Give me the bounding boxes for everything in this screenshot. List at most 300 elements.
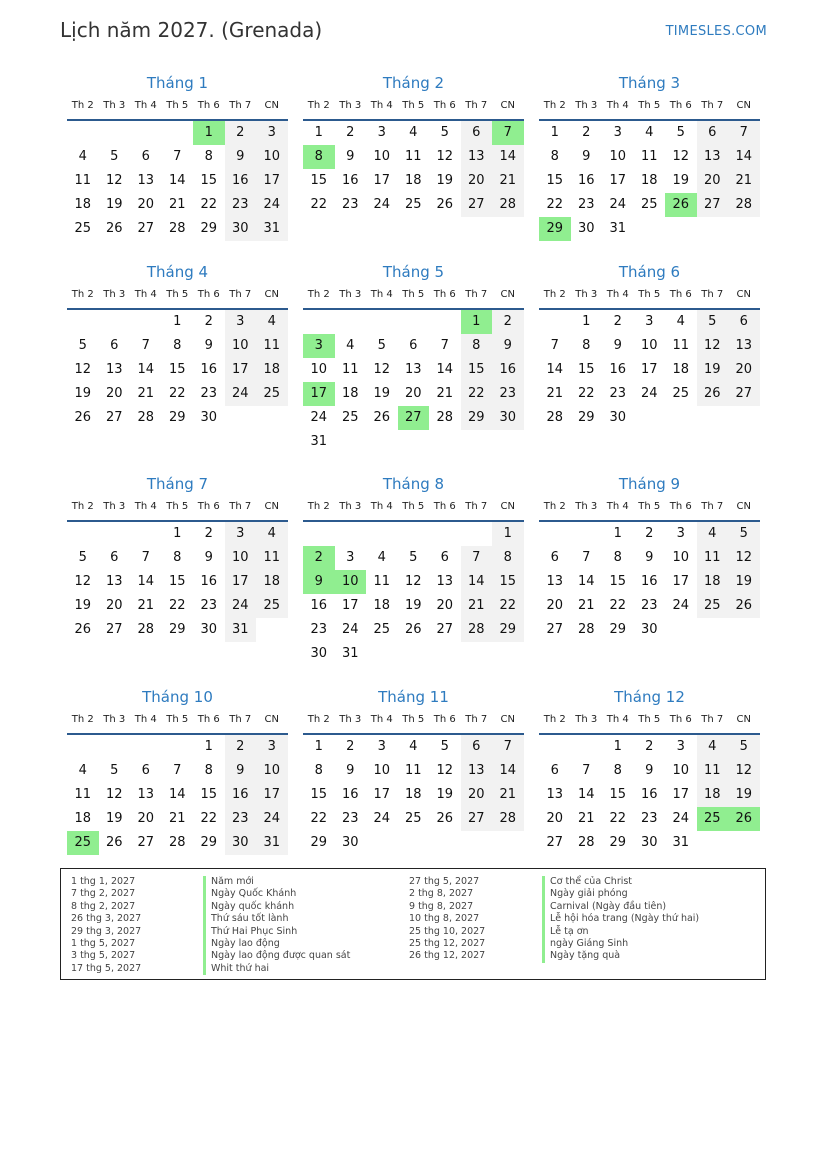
day-cell: 22 bbox=[168, 598, 186, 613]
weekday-label: Th 5 bbox=[166, 100, 189, 111]
month-title: Tháng 5 bbox=[382, 263, 445, 281]
day-cell: 15 bbox=[168, 362, 186, 377]
weekday-label: Th 4 bbox=[606, 100, 629, 111]
day-cell: 7 bbox=[173, 149, 182, 164]
empty-day-cell bbox=[571, 522, 603, 546]
day-cell: 22 bbox=[200, 197, 218, 212]
month-calendar bbox=[303, 473, 524, 666]
day-cell: 11 bbox=[74, 787, 92, 802]
day-cell: 7 bbox=[173, 763, 182, 778]
holiday-date: 25 thg 12, 2027 bbox=[409, 937, 486, 949]
day-grid bbox=[67, 121, 288, 241]
day-cell: 20 bbox=[105, 386, 123, 401]
day-cell: 3 bbox=[225, 522, 257, 546]
holiday-day-cell: 26 bbox=[728, 807, 760, 831]
day-grid bbox=[67, 522, 288, 642]
day-cell: 29 bbox=[492, 618, 524, 642]
day-cell: 28 bbox=[577, 622, 595, 637]
weekday-header bbox=[67, 283, 288, 310]
day-cell: 8 bbox=[613, 763, 622, 778]
day-cell: 9 bbox=[582, 149, 591, 164]
day-cell: 19 bbox=[404, 598, 422, 613]
weekday-label: Th 7 bbox=[701, 501, 724, 512]
weekday-label: Th 4 bbox=[606, 714, 629, 725]
day-grid bbox=[539, 522, 760, 642]
day-cell: 16 bbox=[341, 787, 359, 802]
day-cell: 6 bbox=[110, 338, 119, 353]
day-cell: 19 bbox=[436, 787, 454, 802]
day-cell: 14 bbox=[137, 362, 155, 377]
day-cell: 30 bbox=[640, 835, 658, 850]
day-cell: 7 bbox=[582, 550, 591, 565]
day-cell: 10 bbox=[373, 763, 391, 778]
day-cell: 21 bbox=[492, 783, 524, 807]
day-cell: 29 bbox=[609, 622, 627, 637]
day-cell: 4 bbox=[256, 522, 288, 546]
month-title: Tháng 8 bbox=[382, 475, 445, 493]
weekday-label: Th 2 bbox=[543, 714, 566, 725]
day-cell: 24 bbox=[341, 622, 359, 637]
day-cell: 9 bbox=[645, 550, 654, 565]
day-cell: 28 bbox=[137, 410, 155, 425]
day-cell: 30 bbox=[492, 406, 524, 430]
day-cell: 17 bbox=[225, 358, 257, 382]
day-cell: 27 bbox=[105, 410, 123, 425]
holiday-name: Ngày lao động được quan sát bbox=[203, 950, 350, 962]
day-cell: 24 bbox=[310, 410, 328, 425]
day-cell: 22 bbox=[609, 811, 627, 826]
month-calendar bbox=[67, 261, 288, 430]
day-cell: 23 bbox=[640, 598, 658, 613]
day-cell: 4 bbox=[78, 149, 87, 164]
day-cell: 22 bbox=[577, 386, 595, 401]
empty-day-cell bbox=[67, 310, 99, 334]
empty-day-cell bbox=[303, 310, 335, 334]
holiday-name: ngày Giáng Sinh bbox=[542, 938, 699, 950]
weekday-label: CN bbox=[264, 501, 279, 512]
day-cell: 29 bbox=[200, 221, 218, 236]
weekday-label: Th 2 bbox=[307, 100, 330, 111]
day-cell: 7 bbox=[550, 338, 559, 353]
day-cell: 21 bbox=[436, 386, 454, 401]
day-cell: 5 bbox=[728, 735, 760, 759]
day-cell: 6 bbox=[550, 550, 559, 565]
day-cell: 19 bbox=[105, 811, 123, 826]
day-cell: 13 bbox=[461, 759, 493, 783]
day-cell: 18 bbox=[74, 811, 92, 826]
month-calendar bbox=[67, 72, 288, 241]
day-cell: 21 bbox=[546, 386, 564, 401]
day-cell: 9 bbox=[225, 145, 257, 169]
weekday-label: Th 6 bbox=[669, 100, 692, 111]
day-cell: 5 bbox=[78, 338, 87, 353]
holiday-day-cell: 27 bbox=[398, 406, 430, 430]
weekday-label: Th 7 bbox=[229, 289, 252, 300]
day-cell: 10 bbox=[256, 759, 288, 783]
weekday-label: Th 6 bbox=[197, 100, 220, 111]
day-cell: 21 bbox=[492, 169, 524, 193]
day-cell: 8 bbox=[204, 149, 213, 164]
weekday-label: Th 2 bbox=[543, 100, 566, 111]
weekday-label: Th 7 bbox=[229, 714, 252, 725]
day-cell: 5 bbox=[728, 522, 760, 546]
day-cell: 2 bbox=[204, 314, 213, 329]
weekday-label: Th 6 bbox=[669, 289, 692, 300]
day-cell: 20 bbox=[137, 197, 155, 212]
day-cell: 4 bbox=[346, 338, 355, 353]
weekday-label: CN bbox=[264, 714, 279, 725]
empty-day-cell bbox=[429, 522, 461, 546]
day-cell: 23 bbox=[577, 197, 595, 212]
day-cell: 11 bbox=[256, 546, 288, 570]
day-cell: 6 bbox=[697, 121, 729, 145]
weekday-label: Th 2 bbox=[71, 289, 94, 300]
weekday-label: Th 4 bbox=[370, 289, 393, 300]
day-cell: 30 bbox=[200, 410, 218, 425]
day-cell: 2 bbox=[225, 121, 257, 145]
day-grid bbox=[67, 310, 288, 430]
day-cell: 8 bbox=[582, 338, 591, 353]
day-cell: 10 bbox=[310, 362, 328, 377]
day-cell: 12 bbox=[105, 173, 123, 188]
day-cell: 16 bbox=[225, 783, 257, 807]
weekday-label: Th 6 bbox=[433, 501, 456, 512]
weekday-label: Th 4 bbox=[606, 289, 629, 300]
weekday-label: CN bbox=[264, 289, 279, 300]
day-cell: 6 bbox=[110, 550, 119, 565]
day-cell: 14 bbox=[546, 362, 564, 377]
day-cell: 7 bbox=[461, 546, 493, 570]
holiday-date: 27 thg 5, 2027 bbox=[409, 876, 480, 887]
empty-day-cell bbox=[67, 522, 99, 546]
day-cell: 9 bbox=[613, 338, 622, 353]
day-cell: 4 bbox=[256, 310, 288, 334]
month-calendar bbox=[539, 686, 760, 855]
day-cell: 2 bbox=[613, 314, 622, 329]
day-cell: 3 bbox=[377, 125, 386, 140]
day-grid bbox=[303, 735, 524, 855]
day-cell: 19 bbox=[728, 570, 760, 594]
holiday-day-cell: 7 bbox=[492, 121, 524, 145]
day-cell: 15 bbox=[609, 787, 627, 802]
holiday-name: Thứ Hai Phục Sinh bbox=[203, 926, 350, 938]
weekday-label: Th 4 bbox=[134, 289, 157, 300]
day-cell: 6 bbox=[461, 121, 493, 145]
day-cell: 15 bbox=[200, 173, 218, 188]
day-cell: 14 bbox=[168, 787, 186, 802]
weekday-label: Th 7 bbox=[465, 501, 488, 512]
weekday-label: Th 6 bbox=[197, 714, 220, 725]
holiday-name: Ngày giải phóng bbox=[542, 888, 699, 900]
day-cell: 31 bbox=[225, 618, 257, 642]
day-cell: 2 bbox=[645, 739, 654, 754]
weekday-label: Th 2 bbox=[307, 714, 330, 725]
day-cell: 15 bbox=[310, 173, 328, 188]
day-cell: 19 bbox=[74, 598, 92, 613]
day-cell: 2 bbox=[346, 125, 355, 140]
day-cell: 5 bbox=[110, 149, 119, 164]
holiday-day-cell: 25 bbox=[67, 831, 99, 855]
weekday-label: Th 2 bbox=[307, 501, 330, 512]
day-cell: 4 bbox=[78, 763, 87, 778]
day-cell: 30 bbox=[225, 217, 257, 241]
day-cell: 13 bbox=[137, 787, 155, 802]
empty-day-cell bbox=[366, 522, 398, 546]
day-cell: 25 bbox=[404, 197, 422, 212]
day-cell: 17 bbox=[341, 598, 359, 613]
day-cell: 8 bbox=[173, 338, 182, 353]
day-cell: 16 bbox=[640, 574, 658, 589]
month-title: Tháng 6 bbox=[618, 263, 681, 281]
day-grid bbox=[303, 121, 524, 217]
empty-day-cell bbox=[162, 735, 194, 759]
day-cell: 10 bbox=[256, 145, 288, 169]
day-cell: 6 bbox=[409, 338, 418, 353]
day-cell: 7 bbox=[582, 763, 591, 778]
weekday-label: Th 3 bbox=[103, 289, 126, 300]
day-cell: 23 bbox=[341, 811, 359, 826]
day-cell: 8 bbox=[173, 550, 182, 565]
day-cell: 1 bbox=[613, 739, 622, 754]
weekday-label: CN bbox=[500, 714, 515, 725]
empty-day-cell bbox=[99, 735, 131, 759]
holiday-day-cell: 1 bbox=[461, 310, 493, 334]
day-cell: 22 bbox=[168, 386, 186, 401]
empty-day-cell bbox=[162, 121, 194, 145]
holiday-day-cell: 29 bbox=[539, 217, 571, 241]
holiday-date: 8 thg 2, 2027 bbox=[71, 900, 136, 912]
day-cell: 28 bbox=[492, 807, 524, 831]
weekday-label: Th 2 bbox=[71, 100, 94, 111]
day-cell: 29 bbox=[168, 410, 186, 425]
day-cell: 12 bbox=[404, 574, 422, 589]
day-cell: 18 bbox=[256, 570, 288, 594]
holiday-day-cell: 17 bbox=[303, 382, 335, 406]
day-cell: 24 bbox=[672, 598, 690, 613]
day-cell: 17 bbox=[640, 362, 658, 377]
day-cell: 30 bbox=[310, 646, 328, 661]
day-cell: 25 bbox=[341, 410, 359, 425]
day-cell: 29 bbox=[168, 622, 186, 637]
holiday-date: 17 thg 5, 2027 bbox=[71, 962, 142, 974]
day-cell: 24 bbox=[256, 193, 288, 217]
day-cell: 23 bbox=[225, 807, 257, 831]
weekday-label: CN bbox=[736, 289, 751, 300]
day-cell: 15 bbox=[609, 574, 627, 589]
day-cell: 31 bbox=[609, 221, 627, 236]
day-cell: 22 bbox=[492, 594, 524, 618]
day-cell: 2 bbox=[582, 125, 591, 140]
day-cell: 1 bbox=[314, 739, 323, 754]
day-cell: 16 bbox=[609, 362, 627, 377]
holiday-date: 29 thg 3, 2027 bbox=[71, 925, 142, 937]
holiday-day-cell: 26 bbox=[665, 193, 697, 217]
empty-day-cell bbox=[67, 735, 99, 759]
day-cell: 23 bbox=[640, 811, 658, 826]
empty-day-cell bbox=[335, 310, 367, 334]
day-cell: 26 bbox=[404, 622, 422, 637]
weekday-header bbox=[67, 495, 288, 522]
day-cell: 2 bbox=[492, 310, 524, 334]
weekday-label: Th 5 bbox=[166, 714, 189, 725]
day-cell: 25 bbox=[256, 382, 288, 406]
weekday-label: CN bbox=[736, 100, 751, 111]
day-cell: 14 bbox=[728, 145, 760, 169]
day-cell: 3 bbox=[377, 739, 386, 754]
day-cell: 1 bbox=[582, 314, 591, 329]
day-cell: 24 bbox=[225, 594, 257, 618]
holiday-date: 10 thg 8, 2027 bbox=[409, 913, 480, 925]
holiday-date: 26 thg 3, 2027 bbox=[71, 913, 142, 925]
day-cell: 11 bbox=[404, 149, 422, 164]
day-cell: 21 bbox=[577, 598, 595, 613]
month-title: Tháng 1 bbox=[146, 74, 209, 92]
day-cell: 17 bbox=[225, 570, 257, 594]
day-cell: 30 bbox=[609, 410, 627, 425]
weekday-label: Th 2 bbox=[71, 714, 94, 725]
holiday-day-cell: 10 bbox=[335, 570, 367, 594]
weekday-label: Th 6 bbox=[433, 289, 456, 300]
month-title: Tháng 3 bbox=[618, 74, 681, 92]
day-cell: 16 bbox=[577, 173, 595, 188]
day-cell: 6 bbox=[461, 735, 493, 759]
legend-left-dates bbox=[71, 876, 141, 975]
day-cell: 9 bbox=[204, 338, 213, 353]
day-cell: 16 bbox=[225, 169, 257, 193]
day-cell: 3 bbox=[256, 735, 288, 759]
month-calendar bbox=[539, 72, 760, 241]
brand-logo-link[interactable]: TIMESLES.COM bbox=[665, 24, 767, 39]
empty-day-cell bbox=[99, 310, 131, 334]
holiday-day-cell: 1 bbox=[193, 121, 225, 145]
day-cell: 7 bbox=[728, 121, 760, 145]
month-title: Tháng 7 bbox=[146, 475, 209, 493]
weekday-label: Th 5 bbox=[638, 289, 661, 300]
empty-day-cell bbox=[99, 121, 131, 145]
day-cell: 21 bbox=[577, 811, 595, 826]
day-cell: 5 bbox=[697, 310, 729, 334]
day-cell: 15 bbox=[492, 570, 524, 594]
day-cell: 21 bbox=[137, 386, 155, 401]
holiday-date: 26 thg 12, 2027 bbox=[409, 950, 486, 962]
weekday-label: CN bbox=[264, 100, 279, 111]
weekday-header bbox=[539, 708, 760, 735]
day-cell: 3 bbox=[676, 739, 685, 754]
weekday-label: Th 2 bbox=[307, 289, 330, 300]
day-cell: 23 bbox=[341, 197, 359, 212]
day-cell: 27 bbox=[461, 807, 493, 831]
day-cell: 13 bbox=[697, 145, 729, 169]
day-cell: 12 bbox=[436, 149, 454, 164]
day-cell: 24 bbox=[256, 807, 288, 831]
holiday-day-cell: 25 bbox=[697, 807, 729, 831]
empty-day-cell bbox=[130, 522, 162, 546]
day-cell: 12 bbox=[105, 787, 123, 802]
day-cell: 28 bbox=[492, 193, 524, 217]
empty-day-cell bbox=[99, 522, 131, 546]
day-cell: 12 bbox=[672, 149, 690, 164]
day-cell: 1 bbox=[613, 526, 622, 541]
day-cell: 26 bbox=[436, 197, 454, 212]
day-cell: 10 bbox=[672, 763, 690, 778]
day-cell: 7 bbox=[440, 338, 449, 353]
weekday-header bbox=[303, 708, 524, 735]
day-cell: 23 bbox=[225, 193, 257, 217]
holiday-name: Ngày Quốc Khánh bbox=[203, 888, 350, 900]
day-cell: 12 bbox=[697, 334, 729, 358]
day-cell: 13 bbox=[436, 574, 454, 589]
day-cell: 29 bbox=[200, 835, 218, 850]
day-cell: 13 bbox=[404, 362, 422, 377]
day-cell: 13 bbox=[546, 787, 564, 802]
day-cell: 24 bbox=[609, 197, 627, 212]
day-cell: 25 bbox=[697, 594, 729, 618]
day-cell: 30 bbox=[200, 622, 218, 637]
day-cell: 5 bbox=[110, 763, 119, 778]
weekday-label: Th 3 bbox=[103, 714, 126, 725]
day-cell: 1 bbox=[492, 522, 524, 546]
day-cell: 27 bbox=[546, 835, 564, 850]
day-grid bbox=[539, 310, 760, 430]
day-cell: 14 bbox=[137, 574, 155, 589]
day-cell: 13 bbox=[461, 145, 493, 169]
weekday-label: Th 7 bbox=[229, 501, 252, 512]
day-cell: 6 bbox=[141, 763, 150, 778]
day-cell: 29 bbox=[577, 410, 595, 425]
day-cell: 8 bbox=[550, 149, 559, 164]
day-cell: 23 bbox=[310, 622, 328, 637]
day-cell: 17 bbox=[609, 173, 627, 188]
day-cell: 9 bbox=[346, 763, 355, 778]
day-cell: 9 bbox=[346, 149, 355, 164]
day-cell: 16 bbox=[200, 362, 218, 377]
weekday-label: Th 5 bbox=[638, 714, 661, 725]
day-cell: 31 bbox=[310, 434, 328, 449]
day-cell: 13 bbox=[546, 574, 564, 589]
day-cell: 5 bbox=[409, 550, 418, 565]
day-cell: 8 bbox=[613, 550, 622, 565]
weekday-label: Th 4 bbox=[134, 100, 157, 111]
day-cell: 16 bbox=[310, 598, 328, 613]
day-grid bbox=[539, 121, 760, 241]
day-cell: 19 bbox=[74, 386, 92, 401]
empty-day-cell bbox=[67, 121, 99, 145]
day-cell: 24 bbox=[672, 811, 690, 826]
day-cell: 27 bbox=[105, 622, 123, 637]
month-calendar bbox=[67, 686, 288, 855]
weekday-label: Th 6 bbox=[433, 714, 456, 725]
day-cell: 17 bbox=[672, 787, 690, 802]
holiday-day-cell: 2 bbox=[303, 546, 335, 570]
legend-left-names bbox=[203, 876, 350, 975]
weekday-header bbox=[539, 495, 760, 522]
day-cell: 11 bbox=[697, 546, 729, 570]
month-calendar bbox=[303, 686, 524, 855]
empty-day-cell bbox=[539, 310, 571, 334]
day-cell: 26 bbox=[436, 811, 454, 826]
month-calendar bbox=[303, 72, 524, 217]
day-cell: 25 bbox=[74, 221, 92, 236]
empty-day-cell bbox=[130, 735, 162, 759]
weekday-label: Th 3 bbox=[103, 100, 126, 111]
day-cell: 14 bbox=[577, 787, 595, 802]
weekday-header bbox=[303, 283, 524, 310]
day-cell: 13 bbox=[105, 362, 123, 377]
day-cell: 23 bbox=[200, 386, 218, 401]
day-cell: 5 bbox=[440, 125, 449, 140]
day-cell: 1 bbox=[204, 739, 213, 754]
weekday-label: CN bbox=[500, 501, 515, 512]
